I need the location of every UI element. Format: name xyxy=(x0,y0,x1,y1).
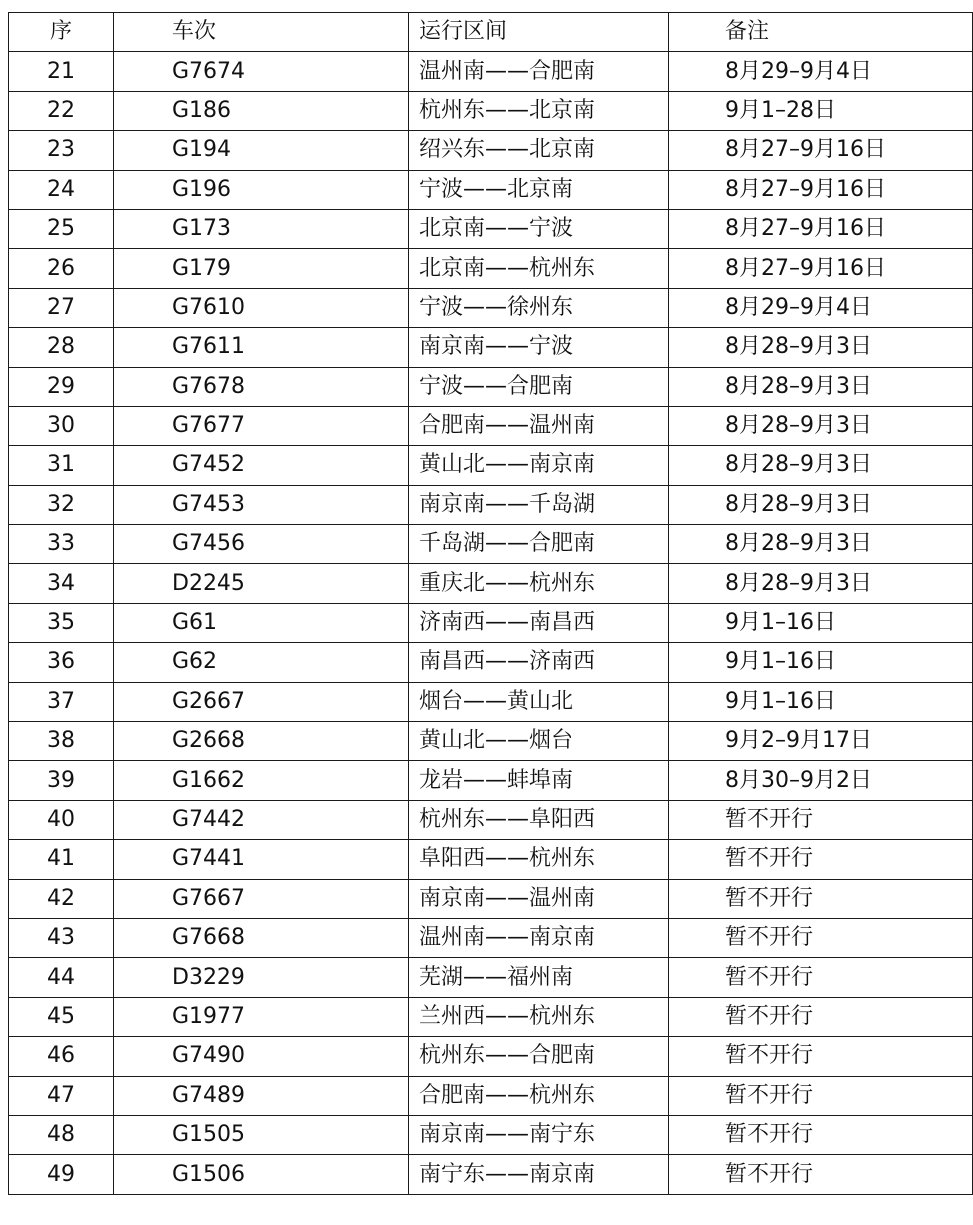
table-row xyxy=(9,209,973,248)
cell-note: 8月29–9月4日 xyxy=(669,52,973,91)
cell-train-number: G62 xyxy=(114,643,409,682)
cell-note: 8月28–9月3日 xyxy=(669,525,973,564)
cell-train-number: G7677 xyxy=(114,406,409,445)
table-row xyxy=(9,840,973,879)
cell-train-number: G61 xyxy=(114,603,409,642)
table-row xyxy=(9,1115,973,1154)
cell-seq: 32 xyxy=(9,485,114,524)
table-row xyxy=(9,91,973,130)
cell-seq: 49 xyxy=(9,1155,114,1194)
cell-route: 阜阳西——杭州东 xyxy=(409,840,669,879)
cell-train-number: G7441 xyxy=(114,840,409,879)
cell-train-number: G7456 xyxy=(114,525,409,564)
table-row xyxy=(9,249,973,288)
table-row xyxy=(9,997,973,1036)
cell-note: 8月27–9月16日 xyxy=(669,131,973,170)
cell-train-number: G1977 xyxy=(114,997,409,1036)
cell-train-number: G7674 xyxy=(114,52,409,91)
table-row xyxy=(9,485,973,524)
table-row xyxy=(9,52,973,91)
cell-note: 8月28–9月3日 xyxy=(669,446,973,485)
train-schedule-sheet xyxy=(8,12,886,1195)
cell-train-number: G7610 xyxy=(114,288,409,327)
cell-seq: 44 xyxy=(9,958,114,997)
cell-seq: 29 xyxy=(9,367,114,406)
cell-seq: 41 xyxy=(9,840,114,879)
cell-note: 8月28–9月3日 xyxy=(669,564,973,603)
cell-seq: 28 xyxy=(9,328,114,367)
cell-seq: 22 xyxy=(9,91,114,130)
cell-seq: 26 xyxy=(9,249,114,288)
table-row xyxy=(9,1037,973,1076)
cell-route: 宁波——北京南 xyxy=(409,170,669,209)
cell-seq: 45 xyxy=(9,997,114,1036)
cell-route: 重庆北——杭州东 xyxy=(409,564,669,603)
cell-route: 千岛湖——合肥南 xyxy=(409,525,669,564)
cell-seq: 36 xyxy=(9,643,114,682)
cell-seq: 33 xyxy=(9,525,114,564)
table-row xyxy=(9,1076,973,1115)
cell-train-number: G7489 xyxy=(114,1076,409,1115)
cell-note: 9月1–28日 xyxy=(669,91,973,130)
table-row xyxy=(9,761,973,800)
cell-train-number: G179 xyxy=(114,249,409,288)
header-row xyxy=(9,13,973,52)
cell-note: 8月29–9月4日 xyxy=(669,288,973,327)
cell-seq: 27 xyxy=(9,288,114,327)
cell-seq: 24 xyxy=(9,170,114,209)
cell-route: 南京南——千岛湖 xyxy=(409,485,669,524)
cell-note: 9月1–16日 xyxy=(669,643,973,682)
cell-note: 9月2–9月17日 xyxy=(669,722,973,761)
cell-seq: 34 xyxy=(9,564,114,603)
cell-seq: 40 xyxy=(9,800,114,839)
table-row xyxy=(9,446,973,485)
cell-seq: 43 xyxy=(9,918,114,957)
cell-train-number: D3229 xyxy=(114,958,409,997)
cell-note: 9月1–16日 xyxy=(669,682,973,721)
table-row xyxy=(9,131,973,170)
cell-note: 暂不开行 xyxy=(669,840,973,879)
cell-route: 南京南——宁波 xyxy=(409,328,669,367)
table-row xyxy=(9,288,973,327)
cell-seq: 39 xyxy=(9,761,114,800)
cell-train-number: G186 xyxy=(114,91,409,130)
cell-train-number: G7667 xyxy=(114,879,409,918)
cell-note: 暂不开行 xyxy=(669,997,973,1036)
cell-route: 温州南——合肥南 xyxy=(409,52,669,91)
cell-route: 宁波——合肥南 xyxy=(409,367,669,406)
cell-route: 南京南——温州南 xyxy=(409,879,669,918)
cell-route: 南宁东——南京南 xyxy=(409,1155,669,1194)
table-row xyxy=(9,800,973,839)
cell-route: 烟台——黄山北 xyxy=(409,682,669,721)
cell-route: 北京南——宁波 xyxy=(409,209,669,248)
table-header xyxy=(9,13,973,52)
cell-train-number: G7611 xyxy=(114,328,409,367)
header-seq: 序 xyxy=(9,13,114,52)
table-row xyxy=(9,170,973,209)
table-row xyxy=(9,918,973,957)
cell-train-number: G2667 xyxy=(114,682,409,721)
cell-seq: 42 xyxy=(9,879,114,918)
cell-seq: 47 xyxy=(9,1076,114,1115)
cell-note: 9月1–16日 xyxy=(669,603,973,642)
cell-seq: 35 xyxy=(9,603,114,642)
cell-route: 南京南——南宁东 xyxy=(409,1115,669,1154)
cell-seq: 25 xyxy=(9,209,114,248)
header-train: 车次 xyxy=(114,13,409,52)
cell-seq: 46 xyxy=(9,1037,114,1076)
table-row xyxy=(9,525,973,564)
cell-note: 暂不开行 xyxy=(669,918,973,957)
cell-train-number: D2245 xyxy=(114,564,409,603)
cell-note: 暂不开行 xyxy=(669,879,973,918)
cell-note: 8月28–9月3日 xyxy=(669,485,973,524)
cell-note: 暂不开行 xyxy=(669,1037,973,1076)
cell-note: 暂不开行 xyxy=(669,800,973,839)
cell-train-number: G173 xyxy=(114,209,409,248)
cell-train-number: G7668 xyxy=(114,918,409,957)
cell-route: 黄山北——南京南 xyxy=(409,446,669,485)
cell-route: 龙岩——蚌埠南 xyxy=(409,761,669,800)
table-row xyxy=(9,643,973,682)
cell-note: 暂不开行 xyxy=(669,1155,973,1194)
train-schedule-table xyxy=(8,12,973,1195)
cell-route: 温州南——南京南 xyxy=(409,918,669,957)
cell-train-number: G7490 xyxy=(114,1037,409,1076)
cell-route: 合肥南——杭州东 xyxy=(409,1076,669,1115)
cell-route: 合肥南——温州南 xyxy=(409,406,669,445)
cell-train-number: G1505 xyxy=(114,1115,409,1154)
cell-route: 兰州西——杭州东 xyxy=(409,997,669,1036)
cell-train-number: G1662 xyxy=(114,761,409,800)
cell-train-number: G7452 xyxy=(114,446,409,485)
cell-note: 8月27–9月16日 xyxy=(669,209,973,248)
cell-seq: 21 xyxy=(9,52,114,91)
cell-route: 南昌西——济南西 xyxy=(409,643,669,682)
cell-train-number: G194 xyxy=(114,131,409,170)
cell-note: 8月30–9月2日 xyxy=(669,761,973,800)
header-route: 运行区间 xyxy=(409,13,669,52)
cell-route: 杭州东——北京南 xyxy=(409,91,669,130)
cell-note: 8月28–9月3日 xyxy=(669,367,973,406)
cell-note: 暂不开行 xyxy=(669,1115,973,1154)
table-row xyxy=(9,682,973,721)
cell-route: 绍兴东——北京南 xyxy=(409,131,669,170)
table-row xyxy=(9,328,973,367)
header-note: 备注 xyxy=(669,13,973,52)
table-row xyxy=(9,958,973,997)
cell-route: 黄山北——烟台 xyxy=(409,722,669,761)
table-row xyxy=(9,722,973,761)
cell-seq: 23 xyxy=(9,131,114,170)
table-row xyxy=(9,564,973,603)
cell-route: 北京南——杭州东 xyxy=(409,249,669,288)
cell-note: 暂不开行 xyxy=(669,1076,973,1115)
cell-note: 8月28–9月3日 xyxy=(669,328,973,367)
cell-note: 暂不开行 xyxy=(669,958,973,997)
table-row xyxy=(9,367,973,406)
cell-train-number: G7442 xyxy=(114,800,409,839)
cell-note: 8月27–9月16日 xyxy=(669,170,973,209)
table-row xyxy=(9,603,973,642)
cell-seq: 48 xyxy=(9,1115,114,1154)
cell-train-number: G2668 xyxy=(114,722,409,761)
cell-seq: 38 xyxy=(9,722,114,761)
cell-route: 芜湖——福州南 xyxy=(409,958,669,997)
cell-note: 8月28–9月3日 xyxy=(669,406,973,445)
cell-train-number: G7678 xyxy=(114,367,409,406)
cell-seq: 30 xyxy=(9,406,114,445)
cell-route: 济南西——南昌西 xyxy=(409,603,669,642)
cell-note: 8月27–9月16日 xyxy=(669,249,973,288)
table-row xyxy=(9,879,973,918)
cell-seq: 37 xyxy=(9,682,114,721)
cell-route: 杭州东——阜阳西 xyxy=(409,800,669,839)
cell-route: 宁波——徐州东 xyxy=(409,288,669,327)
table-row xyxy=(9,406,973,445)
table-body xyxy=(9,52,973,1194)
cell-train-number: G196 xyxy=(114,170,409,209)
cell-train-number: G7453 xyxy=(114,485,409,524)
table-row xyxy=(9,1155,973,1194)
cell-route: 杭州东——合肥南 xyxy=(409,1037,669,1076)
cell-train-number: G1506 xyxy=(114,1155,409,1194)
cell-seq: 31 xyxy=(9,446,114,485)
